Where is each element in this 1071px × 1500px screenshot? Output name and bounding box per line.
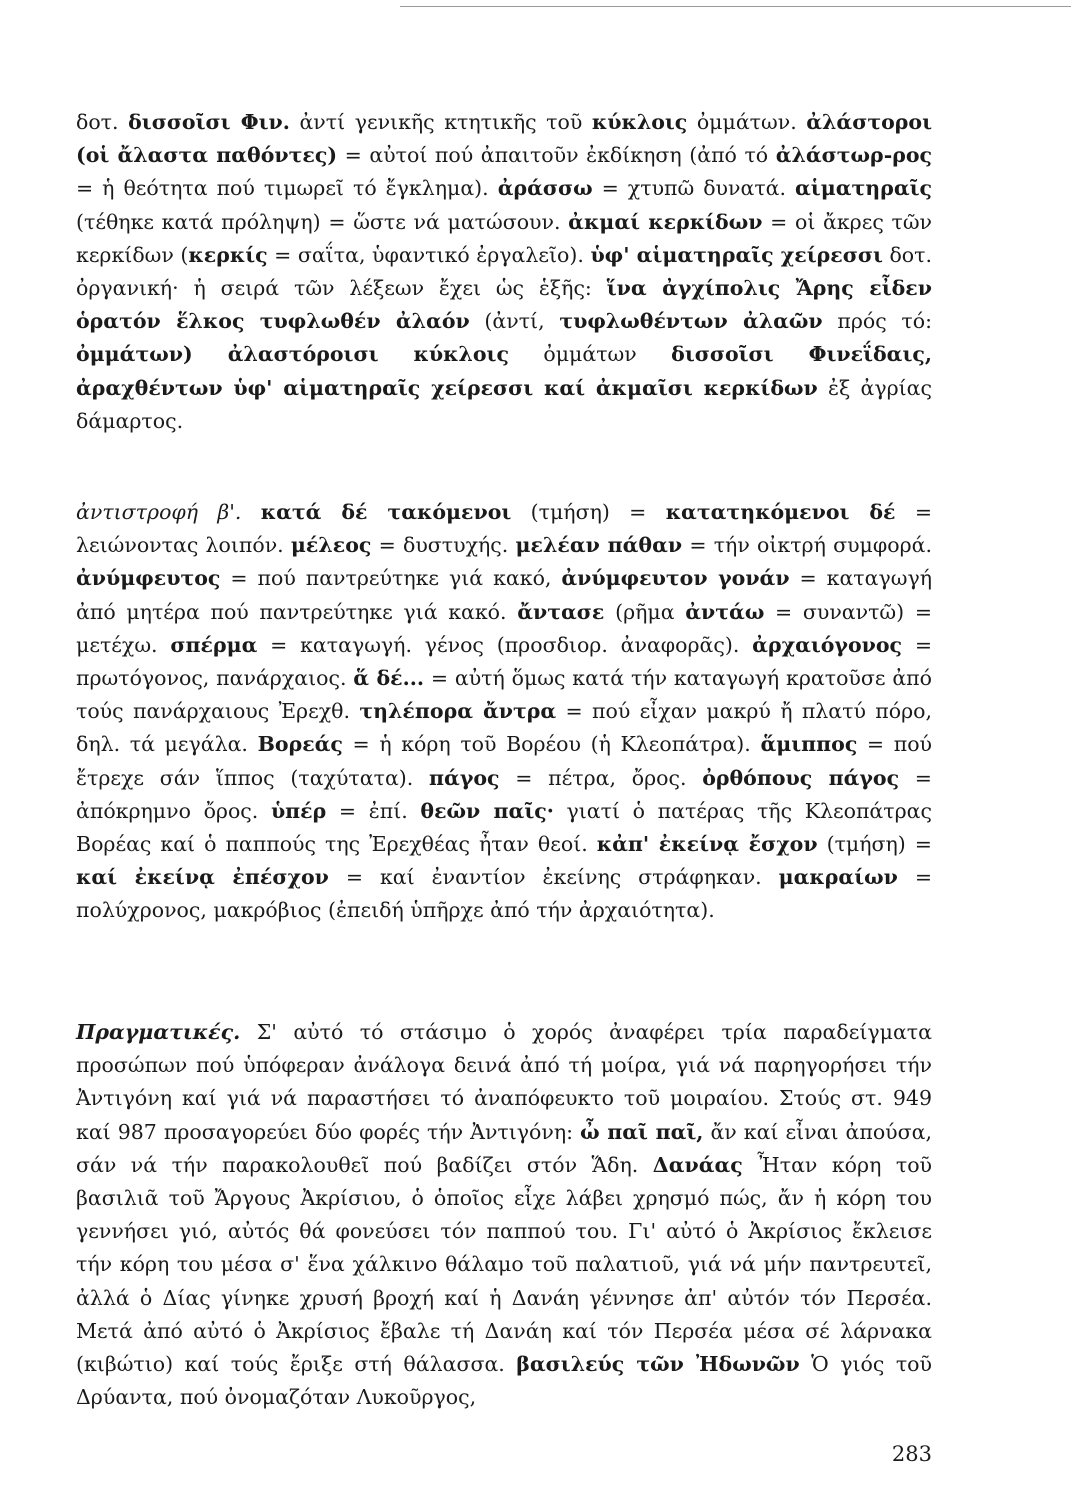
factual-notes-paragraph — [76, 1016, 932, 1414]
bold-term: ἀλάστοροι (οἱ ἄλαστα παθόντες) — [76, 110, 933, 168]
text-run: = αὐτοί πού ἀπαιτοῦν ἐκδίκηση (ἀπό τό — [337, 143, 776, 168]
text-run: = ἀπόκρημνο ὄρος. — [76, 765, 932, 823]
text-run: (τμήση) = — [817, 832, 932, 857]
bold-term: καί ἐκείνᾳ ἐπέσχον — [76, 865, 329, 890]
bold-term: ὀμμάτων) ἀλαστόροισι κύκλοις — [76, 342, 509, 367]
bold-term: ἅμιππος — [760, 732, 858, 757]
bold-term: ἅ δέ... — [353, 666, 425, 691]
bold-term: κἀπ' ἐκείνᾳ ἔσχον — [596, 832, 818, 857]
text-run: = χτυπῶ δυνατά. — [592, 176, 796, 201]
text-run: πρός τό: — [822, 309, 932, 334]
text-run: = οἱ ἄκρες τῶν κερκίδων ( — [76, 209, 933, 267]
text-run: = καταγωγή ἀπό μητέρα πού παντρεύτηκε γιά κακό. — [76, 566, 932, 624]
text-run: Ὁ γιός τοῦ Δρύαντα, πού ὀνομαζόταν Λυκοῦργος, — [76, 1352, 932, 1410]
paragraph-lead-heading: Πραγματικές. — [76, 1020, 241, 1044]
bold-term: ὀρθόπους πάγος — [702, 765, 900, 790]
text-run: = δυστυχής. — [371, 533, 516, 558]
text-run: = τήν οἰκτρή συμφορά. — [682, 533, 932, 558]
scan-edge-rule — [400, 6, 1071, 7]
bold-term: πάγος — [429, 765, 500, 790]
bold-term: μέλεος — [290, 533, 372, 558]
text-run: = πού ἔτρεχε σάν ἵππος (ταχύτατα). — [76, 732, 932, 790]
bold-term: ὦ παῖ παῖ, — [580, 1119, 704, 1144]
bold-term: ὑφ' αἱματηραῖς χείρεσσι — [590, 242, 883, 267]
bold-term: αἱματηραῖς — [795, 176, 933, 201]
text-run: = ἡ κόρη τοῦ Βορέου (ἡ Κλεοπάτρα). — [342, 732, 761, 757]
text-run: = συναντῶ) = μετέχω. — [76, 599, 933, 657]
text-run: ἄν καί εἶναι ἀπούσα, σάν νά τήν παρακολουθεῖ πού βαδίζει στόν Ἅδη. — [76, 1119, 932, 1177]
text-run: = ἐπί. — [326, 798, 421, 823]
paragraph-lead-heading: ἀντιστροφή β'. — [76, 500, 242, 524]
text-run: (ρῆμα — [604, 599, 686, 624]
bold-term: ἀκμαί κερκίδων — [568, 209, 763, 234]
text-run: = αὐτή ὅμως κατά τήν καταγωγή κρατοῦσε ἀπό τούς πανάρχαιους Ἐρεχθ. — [76, 666, 932, 724]
text-run: ἐξ ἀγρίας δάμαρτος. — [76, 375, 932, 433]
text-run: = σαΐτα, ὑφαντικό ἐργαλεῖο). — [267, 242, 591, 267]
page-number: 283 — [891, 1442, 932, 1466]
bold-term: τηλέπορα ἄντρα — [359, 699, 557, 724]
bold-term: ἀντάω — [685, 599, 765, 624]
text-run: = πού παντρεύτηκε γιά κακό, — [220, 566, 562, 591]
text-run: = πέτρα, ὄρος. — [499, 765, 703, 790]
text-run: = καταγωγή. γένος (προσδιορ. ἀναφορᾶς). — [257, 632, 753, 657]
bold-term: κατατηκόμενοι δέ — [665, 500, 896, 524]
text-run: (τέθηκε κατά πρόληψη) = ὥστε νά ματώσουν. — [76, 209, 569, 234]
bold-term: μελέαν πάθαν — [515, 533, 683, 558]
text-run: ὀμμάτων. — [687, 110, 807, 134]
text-run — [241, 500, 260, 524]
text-run: (τμήση) = — [511, 500, 666, 524]
text-run: ἀντί γενικῆς κτητικῆς τοῦ — [289, 110, 592, 134]
text-run: = λειώνοντας λοιπόν. — [76, 500, 932, 558]
text-run: = πολύχρονος, μακρόβιος (ἐπειδή ὑπῆρχε ἀπό τήν ἀρχαιότητα). — [76, 865, 932, 923]
bold-term: ἀνύμφευτον γονάν — [561, 566, 790, 591]
bold-term: μακραίων — [778, 865, 898, 890]
bold-term: σπέρμα — [170, 632, 258, 657]
antistrophe-commentary-paragraph — [76, 496, 932, 928]
text-run: = πρωτόγονος, πανάρχαιος. — [76, 632, 932, 691]
bold-term: τυφλωθέντων ἀλαῶν — [559, 309, 823, 334]
bold-term: Βορεάς — [257, 732, 343, 757]
bold-term: ἀρχαιόγονος — [752, 632, 903, 657]
bold-term: κύκλοις — [591, 110, 688, 134]
text-run: Ἦταν κόρη τοῦ βασιλιᾶ τοῦ Ἄργους Ἀκρίσιου, ὁ ὁποῖος εἶχε λάβει χρησμό πώς, ἄν ἡ κόρη του γεννήσει γιό, αὐτός θά φονεύσει τόν παππού του. Γι' αὐτό ὁ Ἀκρίσιος ἔκλεισε τήν κόρη του μέσα σ' ἕνα χάλκινο θάλαμο τοῦ παλατιοῦ, γιά νά μήν παντρευτεῖ, ἀλλά ὁ Δίας γίνηκε χρυσή βροχή καί ἡ Δανάη γέννησε ἀπ' αὐτόν τόν Περσέα. Μετά ἀπό αὐτό ὁ Ἀκρίσιος ἔβαλε τή Δανάη καί τόν Περσέα μέσα σέ λάρνακα (κιβώτιο) καί τούς ἔριξε στή θάλασσα. — [76, 1152, 932, 1377]
text-run: γιατί ὁ πατέρας τῆς Κλεοπάτρας Βορέας καί ὁ παππούς της Ἐρεχθέας ἦταν θεοί. — [76, 798, 932, 857]
text-run: (ἀντί, — [469, 309, 560, 334]
bold-term: κερκίς — [188, 242, 268, 267]
text-run: ὀμμάτων — [508, 342, 672, 367]
bold-term: θεῶν παῖς· — [420, 798, 554, 823]
text-run: = ἡ θεότητα πού τιμωρεῖ τό ἔγκλημα). — [76, 176, 498, 201]
bold-term: ἀνύμφευτος — [76, 566, 221, 591]
bold-term: ἀράσσω — [497, 176, 593, 201]
text-run: = καί ἐναντίον ἐκείνης στράφηκαν. — [328, 865, 779, 890]
bold-term: ἀλάστωρ-ρος — [775, 143, 932, 168]
bold-term: βασιλεύς τῶν Ἠδωνῶν — [516, 1352, 800, 1377]
text-run: Σ' αὐτό τό στάσιμο ὁ χορός ἀναφέρει τρία παραδείγματα προσώπων πού ὑπόφεραν ἀνάλογα δεινά ἀπό τή μοίρα, γιά νά παρηγορήσει τήν Ἀντιγόνη καί γιά νά παραστήσει τό ἀναπόφευκτο τοῦ μοιραίου. Στούς στ. 949 καί 987 προσαγορεύει δύο φορές τήν Ἀντιγόνη: — [76, 1020, 932, 1144]
bold-term: δισσοῖσι Φιν. — [128, 110, 290, 134]
text-run: = πού εἶχαν μακρύ ἤ πλατύ πόρο, δηλ. τά μεγάλα. — [76, 699, 932, 757]
bold-term: Δανάας — [652, 1152, 743, 1177]
bold-term: ἵνα ἀγχίπολις Ἄρης εἶδεν ὁρατόν ἕλκος τυφλωθέν ἀλαόν — [76, 276, 932, 334]
text-run: δοτ. — [76, 110, 129, 134]
commentary-paragraph — [76, 106, 932, 438]
text-run: δοτ. ὀργανική· ἡ σειρά τῶν λέξεων ἔχει ὡς ἑξῆς: — [76, 242, 933, 301]
bold-term: ὑπέρ — [270, 798, 327, 823]
bold-term: κατά δέ τακόμενοι — [260, 500, 512, 524]
bold-term: ἄντασε — [517, 599, 605, 624]
bold-term: δισσοῖσι Φινεΐδαις, ἀραχθέντων ὑφ' αἱματηραῖς χείρεσσι καί ἀκμαῖσι κερκίδων — [76, 342, 932, 400]
